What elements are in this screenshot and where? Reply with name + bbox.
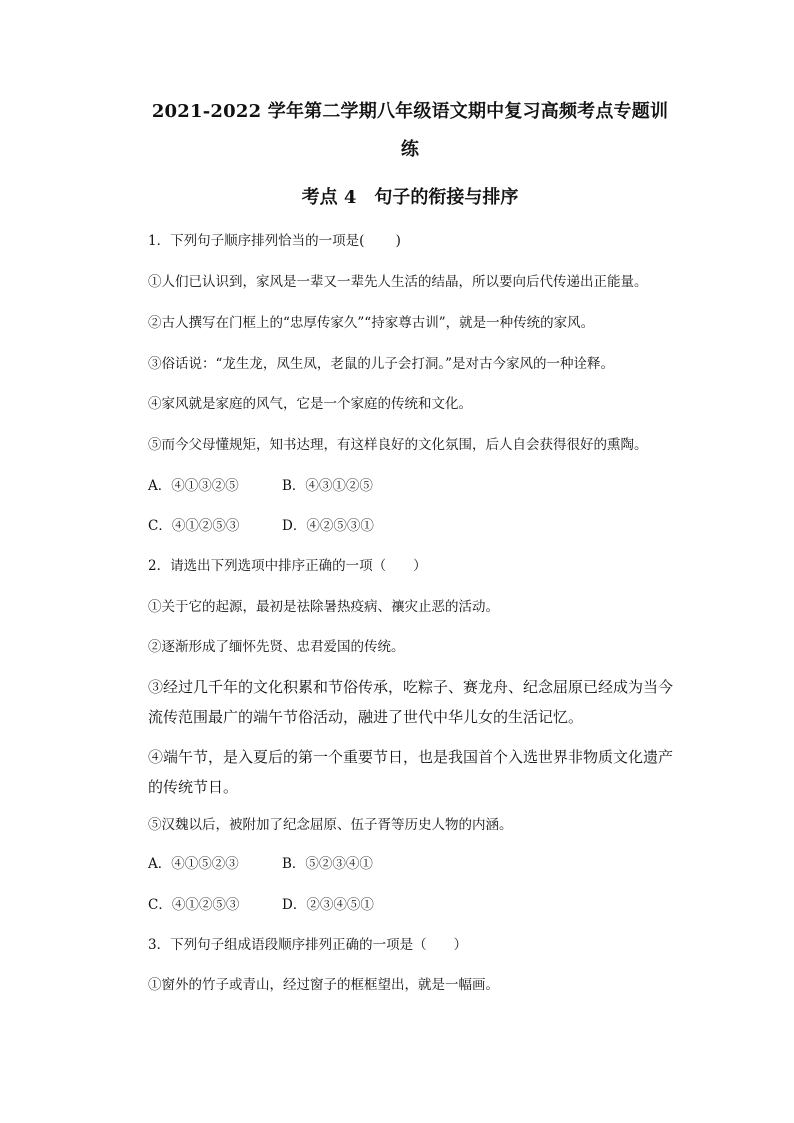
question-1-sentence-1: ①人们已认识到，家风是一辈又一辈先人生活的结晶，所以要向后代传递出正能量。 — [148, 274, 648, 290]
question-3-stem: 3．下列句子组成语段顺序排列正确的一项是（ ） — [148, 937, 468, 953]
question-2-stem: 2．请选出下列选项中排序正确的一项（ ） — [148, 558, 427, 574]
question-2-option-c: C．④①②⑤③ — [148, 897, 240, 913]
document-title-line-1: 2021-2022 学年第二学期八年级语文期中复习高频考点专题训 — [151, 101, 669, 122]
document-title-line-2: 练 — [400, 139, 420, 160]
question-1-sentence-5: ⑤而今父母懂规矩，知书达理，有这样良好的文化氛围，后人自会获得很好的熏陶。 — [148, 437, 648, 453]
question-2-sentence-4: ④端午节，是入夏后的第一个重要节日，也是我国首个入选世界非物质文化遗产的传统节日。 — [148, 748, 674, 796]
question-1-sentence-4: ④家风就是家庭的风气，它是一个家庭的传统和文化。 — [148, 396, 472, 412]
question-1-option-a: A．④①③②⑤ — [148, 478, 239, 494]
question-1-option-b: B．④③①②⑤ — [282, 478, 373, 494]
question-3-sentence-1: ①窗外的竹子或青山，经过窗子的框框望出，就是一幅画。 — [148, 977, 499, 993]
question-1-sentence-3: ③俗话说：“龙生龙，凤生凤，老鼠的儿子会打洞。”是对古今家风的一种诠释。 — [148, 356, 615, 372]
question-1-option-d: D．④②⑤③① — [282, 518, 374, 534]
question-1-sentence-2: ②古人撰写在门框上的“忠厚传家久”“持家尊古训”，就是一种传统的家风。 — [148, 315, 595, 331]
question-2-sentence-2: ②逐渐形成了缅怀先贤、忠君爱国的传统。 — [148, 639, 405, 655]
question-2-option-b: B．⑤②③④① — [282, 856, 373, 872]
question-2-sentence-3: ③经过几千年的文化积累和节俗传承，吃粽子、赛龙舟、纪念屈原已经成为当今流传范围最广的端午节俗活动，融进了世代中华儿女的生活记忆。 — [148, 678, 674, 726]
question-2-option-a: A．④①⑤②③ — [148, 856, 239, 872]
question-1-stem: 1．下列句子顺序排列恰当的一项是( ) — [148, 233, 401, 249]
section-subtitle: 考点 4 句子的衔接与排序 — [301, 187, 519, 208]
question-2-option-d: D．②③④⑤① — [282, 897, 374, 913]
question-2-sentence-1: ①关于它的起源，最初是祛除暑热疫病、禳灾止恶的活动。 — [148, 599, 499, 615]
question-1-option-c: C．④①②⑤③ — [148, 518, 240, 534]
question-2-sentence-5: ⑤汉魏以后，被附加了纪念屈原、伍子胥等历史人物的内涵。 — [148, 817, 513, 833]
